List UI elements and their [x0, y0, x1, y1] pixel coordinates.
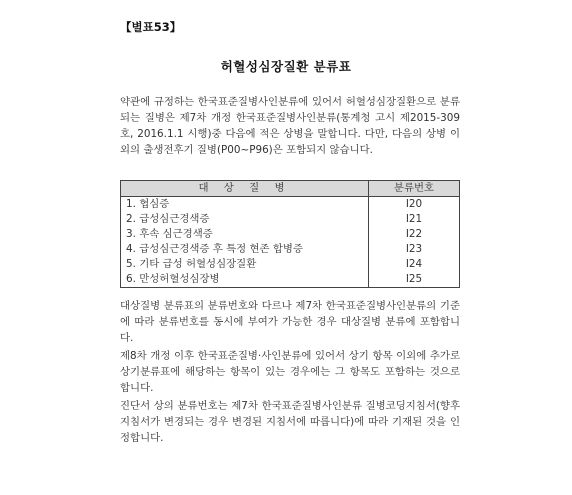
- disease-name: 1. 협심증: [121, 197, 369, 213]
- note-paragraph: 대상질병 분류표의 분류번호와 다르나 제7차 한국표준질병사인분류의 기준에 따라 분류번호를 동시에 부여가 가능한 경우 대상질병 분류에 포함합니다.: [120, 300, 460, 344]
- disease-code: I23: [369, 242, 460, 257]
- header-code: 분류번호: [369, 181, 460, 197]
- disease-name: 4. 급성심근경색증 후 특정 현존 합병증: [121, 242, 369, 257]
- disease-name: 2. 급성심근경색증: [121, 212, 369, 227]
- disease-code: I24: [369, 257, 460, 272]
- table-row: [121, 212, 460, 227]
- intro-paragraph: 약관에 규정하는 한국표준질병사인분류에 있어서 허혈성심장질환으로 분류되는 질병은 제7차 개정 한국표준질병사인분류(통계청 고시 제2015-309호, 2016.1.1 시행)중 다음에 적은 상병을 말합니다. 다만, 다음의 상병 이외의 출생전후기 질병(P00~P96)은 포함되지 않습니다.: [120, 96, 460, 156]
- table-row: [121, 257, 460, 272]
- appendix-label: 【별표53】: [120, 20, 182, 34]
- document-title: 허혈성심장질환 분류표: [220, 59, 352, 74]
- disease-code: I21: [369, 212, 460, 227]
- disease-code: I20: [369, 197, 460, 213]
- table-row: [121, 197, 460, 213]
- note-paragraph: 진단서 상의 분류번호는 제7차 한국표준질병사인분류 질병코딩지침서(향후 지침서가 변경되는 경우 변경된 지침서에 따릅니다)에 따라 기재된 것을 인정합니다.: [120, 400, 460, 444]
- table-row: [121, 272, 460, 288]
- disease-name: 5. 기타 급성 허혈성심장질환: [121, 257, 369, 272]
- note-paragraph: 제8차 개정 이후 한국표준질병·사인분류에 있어서 상기 항목 이외에 추가로 상기분류표에 해당하는 항목이 있는 경우에는 그 항목도 포함하는 것으로 합니다.: [120, 350, 460, 394]
- header-disease: 대 상 질 병: [121, 181, 369, 197]
- table-row: [121, 227, 460, 242]
- disease-name: 6. 만성허혈성심장병: [121, 272, 369, 288]
- disease-classification-table: [120, 180, 460, 288]
- table-header-row: [121, 181, 460, 197]
- disease-code: I25: [369, 272, 460, 288]
- table-row: [121, 242, 460, 257]
- notes-section: [120, 298, 460, 448]
- disease-code: I22: [369, 227, 460, 242]
- disease-name: 3. 후속 심근경색증: [121, 227, 369, 242]
